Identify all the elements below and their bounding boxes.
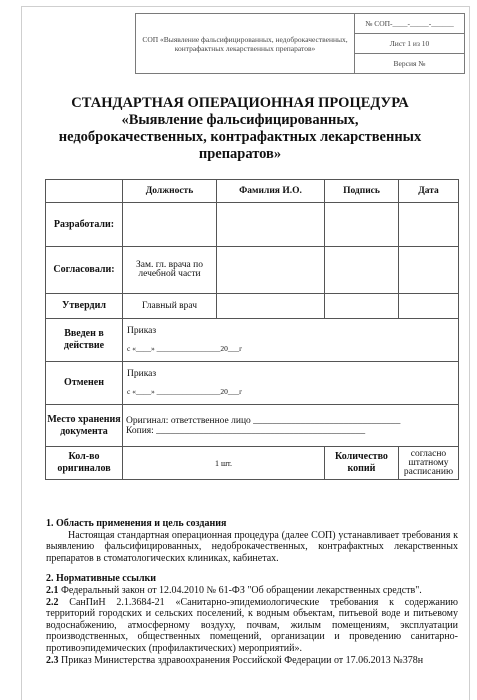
header-version: Версия № — [355, 54, 465, 74]
section-2-1-number: 2.1 — [46, 584, 59, 596]
document-body — [46, 518, 458, 666]
row-approved: Утвердил — [46, 294, 123, 319]
originals-count: 1 шт. — [123, 447, 325, 480]
row-developed: Разработали: — [46, 203, 123, 247]
storage-info — [123, 405, 459, 447]
section-2-2-text: СанПиН 2.1.3684-21 «Санитарно-эпидемиологические требования к содержанию территорий городских и сельских поселений, к водным объектам, питьевой воде и питьевому водоснабжению, атмосферному воздуху, почвам, жилым помещениям, эксплуатации производственных, общественных помещений, организации и проведению санитарно-противоэпидемических (профилактических) мероприятий». — [46, 596, 458, 654]
approved-date — [399, 294, 459, 319]
introduced-order-date: с «____» _________________20___г — [127, 344, 243, 353]
cancelled-order — [123, 362, 459, 405]
title-line-3: недоброкачественных, контрафактных лекарственных — [58, 129, 422, 145]
introduced-order — [123, 319, 459, 362]
header-empty-cell — [46, 180, 123, 203]
cancelled-order-label: Приказ — [127, 369, 157, 379]
header-sop-title: СОП «Выявление фальсифицированных, недоброкачественных, контрафактных лекарственных препаратов» — [136, 14, 355, 74]
developed-signature — [325, 203, 399, 247]
copies-value: согласно штатному расписанию — [399, 447, 459, 480]
developed-name — [217, 203, 325, 247]
approved-signature — [325, 294, 399, 319]
section-2-title: 2. Нормативные ссылки — [46, 573, 157, 585]
approved-position: Главный врач — [123, 294, 217, 319]
cancelled-order-date: с «____» _________________20___г — [127, 387, 243, 396]
column-date: Дата — [399, 180, 459, 203]
row-originals-count: Кол-во оригиналов — [46, 447, 123, 480]
section-1-title: 1. Область применения и цель создания — [46, 518, 227, 529]
section-2-2 — [46, 597, 458, 655]
agreed-date — [399, 247, 459, 294]
title-line-2: «Выявление фальсифицированных, — [121, 112, 359, 128]
column-name: Фамилия И.О. — [217, 180, 325, 203]
developed-date — [399, 203, 459, 247]
section-1-text: Настоящая стандартная операционная процедура (далее СОП) устанавливает требования к выявлению фальсифицированных, недоброкачественных, контрафактных лекарственных препаратов в стоматологических клиниках, кабинетах. — [46, 529, 458, 564]
section-2-3 — [46, 655, 458, 667]
approved-name — [217, 294, 325, 319]
document-title — [30, 95, 450, 163]
section-2-3-number: 2.3 — [46, 654, 59, 666]
column-signature: Подпись — [325, 180, 399, 203]
section-2-3-text: Приказ Министерства здравоохранения Российской Федерации от 17.06.2013 №378н — [61, 654, 424, 666]
storage-original: Оригинал: ответственное лицо _______________________________ — [126, 415, 401, 426]
title-line-4: препаратов» — [198, 146, 282, 162]
section-2-1 — [46, 585, 458, 597]
storage-copy: Копия: ____________________________________________ — [126, 425, 366, 436]
row-introduced: Введен в действие — [46, 319, 123, 362]
document-header — [135, 13, 465, 74]
section-2-2-number: 2.2 — [46, 596, 59, 608]
approval-table — [45, 179, 459, 480]
agreed-name — [217, 247, 325, 294]
row-agreed: Согласовали: — [46, 247, 123, 294]
column-position: Должность — [123, 180, 217, 203]
developed-position — [123, 203, 217, 247]
copies-label: Количество копий — [325, 447, 399, 480]
header-sop-number: № СОП-____-_____-______ — [355, 14, 465, 34]
agreed-position: Зам. гл. врача по лечебной части — [123, 247, 217, 294]
row-cancelled: Отменен — [46, 362, 123, 405]
header-sheet: Лист 1 из 10 — [355, 34, 465, 54]
title-line-1: СТАНДАРТНАЯ ОПЕРАЦИОННАЯ ПРОЦЕДУРА — [71, 95, 409, 111]
agreed-signature — [325, 247, 399, 294]
introduced-order-label: Приказ — [127, 326, 157, 336]
row-storage: Место хранения документа — [46, 405, 123, 447]
section-2-1-text: Федеральный закон от 12.04.2010 № 61-ФЗ "Об обращении лекарственных средств". — [61, 584, 422, 596]
